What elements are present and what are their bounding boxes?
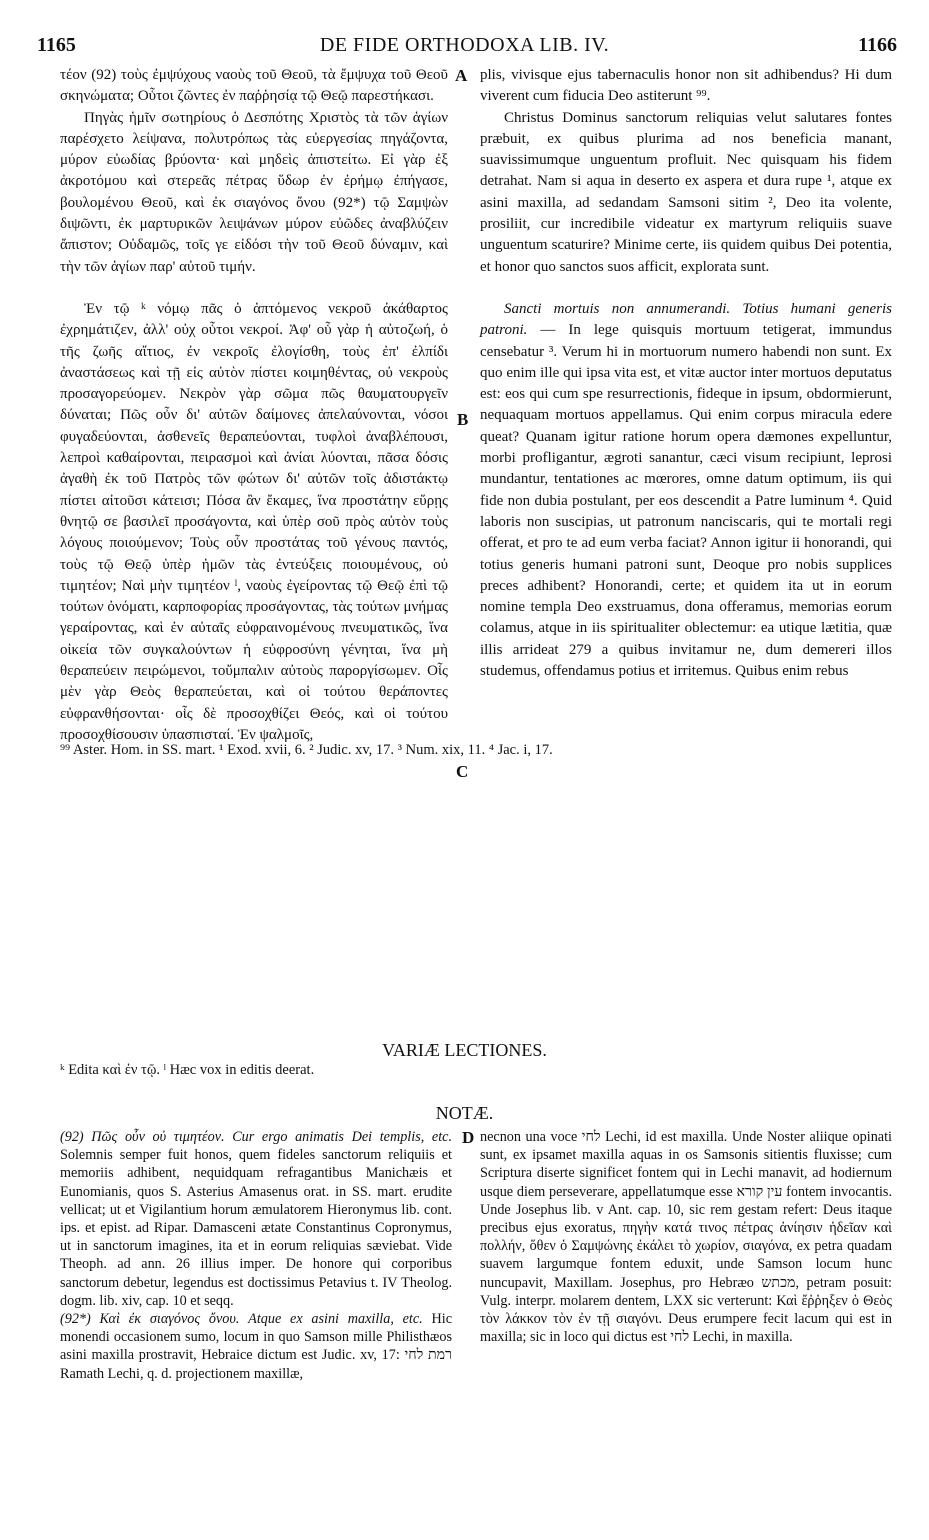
margin-marker-a: A bbox=[455, 66, 468, 85]
greek-paragraph-2: Πηγὰς ἡμῖν σωτηρίους ὁ Δεσπότης Χριστὸς τὰ τῶν ἁγίων παρέσχετο λείψανα, πολυτρόπως τὰς εὐεργεσίας πηγάζοντα, μύρον εὐωδίας βρύοντα· καὶ μηδεὶς ἀπιστείτω. Εἰ γὰρ ἐξ ἀκροτόμου καὶ στερεᾶς πέτρας ὕδωρ ἐν ἐρήμῳ ἐπήγασε, βουλομένου Θεοῦ, καὶ ἐκ σιαγόνος ὄνου (92*) τῷ Σαμψὼν διψῶντι, ἐκ μαρτυρικῶν λειψάνων μύρον εὐῶδες ἀναβλύζειν ἄπιστον; Οὐδαμῶς, τοῖς γε εἰδόσι τὴν τοῦ Θεοῦ δύναμιν, καὶ τὴν τῶν ἁγίων παρ' αὐτοῦ τιμήν. bbox=[60, 109, 448, 275]
note-continuation-text: necnon una voce לחי Lechi, id est maxilla. Unde Noster aliique opinati sunt, ex ipsamet maxilla aquas in os Samsonis sitientis fluxisse; cum Scriptura diserte significet fontem qui in Lechi manavit, ad hodiernum usque diem perseverare, appellatumque esse עין קורא fontem invocantis. Unde Josephus lib. v Ant. cap. 10, sic rem gestam refert: Deus itaque precibus ejus exoratus, πηγὴν κατά τινος πέτρας ἀνίησιν ἡδεῖαν καὶ πολλήν, ὅθεν ὁ Σαμψώνης ἐκάλει τὸ χωρίον, σιαγόνα, ex petra quadam suavem largumque fontem eduxit, unde Samson locum hunc nuncupavit, Maxillam. Josephus, pro Hebræo מכתש, petram posuit: Vulg. interpr. molarem dentem, LXX sic verterunt: Καὶ ἔῤῥηξεν ὁ Θεὸς τὸν λάκκον τὸν ἐν τῇ σιαγόνι. Deus erumpere fecit lacum qui est in maxilla; sic in loco qui dictus est לחי Lechi, in maxilla. bbox=[480, 1129, 892, 1346]
column-number-right: 1166 bbox=[858, 34, 897, 56]
column-number-left: 1165 bbox=[37, 34, 76, 56]
note-92b-lemma: (92*) Καὶ ἐκ σιαγόνος ὄνου. Atque ex asini maxilla, etc. bbox=[60, 1311, 423, 1328]
greek-paragraph-1: τέον (92) τοὺς ἐμψύχους ναοὺς τοῦ Θεοῦ, τὰ ἔμψυχα τοῦ Θεοῦ σκηνώματα; Οὗτοι ζῶντες ἐν παῤῥησίᾳ τῷ Θεῷ παρεστήκασι. bbox=[60, 67, 448, 105]
margin-marker-c: C bbox=[456, 762, 469, 781]
greek-column bbox=[60, 65, 448, 743]
variae-lectiones-text: ᵏ Edita καὶ ἐν τῷ. ˡ Hæc vox in editis deerat. bbox=[60, 1062, 315, 1078]
notes-left-column bbox=[60, 1128, 452, 1483]
scripture-footnotes: ⁹⁹ Aster. Hom. in SS. mart. ¹ Exod. xvii, 6. ² Judic. xv, 17. ³ Num. xix, 11. ⁴ Jac. i, 17. bbox=[60, 742, 553, 758]
latin-paragraph-3: — In lege quisquis mortuum tetigerat, immundus censebatur ³. Verum hi in mortuorum numero habendi non sunt. Ex quo enim ille qui ipsa vita est, et vitæ auctor inter mortuos deputatus est: eos qui cum spe resurrectionis, fideque in ipsum, obdormierunt, nequaquam mortuos appellamus. Qui enim corpus miracula edere queat? Quanam igitur ratione horum opera dæmones expelluntur, morbi profligantur, ægroti sanantur, cæci visum recipiunt, leprosi mundantur, tentationes ac mœrores, omne datum optimum, iis qui fide non dubia postulant, per eos descendit a Patre luminum ⁴. Quid laboris non suscipias, ut patronum nanciscaris, qui te mortali regi offerat, et pro te ad eum verba faciat? Annon igitur ii honorandi, qui totius generis humani patroni sunt, Deoque pro nobis supplices preces adhibent? Honorandi, certe; et quidem ita ut in eorum nomine templa Deo exstruamus, dona offeramus, memorias eorum colamus, atque in iis spiritualiter oblectemur: ea utique lætitia, quæ illis arrideat 279 a quibus invitamur ne, dum demereri illos studemus, offendamus potius et irritemus. Quibus enim rebus bbox=[480, 322, 893, 680]
margin-marker-b: B bbox=[457, 410, 469, 429]
margin-marker-d: D bbox=[462, 1128, 475, 1147]
notae-title: NOTÆ. bbox=[435, 1103, 494, 1123]
running-title: DE FIDE ORTHODOXA LIB. IV. bbox=[319, 34, 610, 56]
notes-right-column bbox=[480, 1128, 892, 1483]
latin-paragraph-1: plis, vivisque ejus tabernaculis honor non sit adhibendus? Hi dum viverent cum fiducia Deo astiterunt ⁹⁹. bbox=[480, 67, 892, 105]
note-92-lemma: (92) Πῶς οὖν οὐ τιμητέον. Cur ergo animatis Dei templis, etc. bbox=[60, 1129, 452, 1145]
note-92-text: Solemnis semper fuit honos, quem fideles sanctorum reliquiis et memoriis adhibent, nequidquam refragantibus Manichæis et Eunomianis, quos S. Asterius Amasenus orat. in SS. mart. erudite vellicat; ut et Vigilantium horum æmulatorem Hieronymus lib. cont. ips. et epist. ad Ripar. Damasceni ætate Constantinus Copronymus, ut in sanctorum imagines, ita et in eorum reliquias sæviebat. Vide Theoph. ad ann. 26 illius imper. De honore qui corporibus sanctorum debetur, legendus est doctissimus Petavius t. IV Theolog. dogm. lib. xiv, cap. 10 et seqq. bbox=[60, 1147, 452, 1309]
variae-lectiones-title: VARIÆ LECTIONES. bbox=[382, 1040, 547, 1060]
latin-column bbox=[480, 65, 892, 720]
latin-section-heading: Sancti mortuis non annumerandi. Totius humani generis patroni. bbox=[480, 300, 892, 339]
greek-paragraph-3: Ἐν τῷ ᵏ νόμῳ πᾶς ὁ ἁπτόμενος νεκροῦ ἀκάθαρτος ἐχρημάτιζεν, ἀλλ' οὐχ οὗτοι νεκροί. Ἀφ' οὗ γὰρ ἡ αὐτοζωή, ὁ τῆς ζωῆς αἴτιος, ἐν νεκροῖς ἐλογίσθη, τοὺς ἐπ' ἐλπίδι ἀναστάσεως καὶ τῇ εἰς αὐτὸν πίστει κοιμηθέντας, οὐ νεκροὺς προσαγορεύομεν. Νεκρὸν γὰρ σῶμα πῶς θαυματουργεῖν δύναται; Πῶς οὖν δι' αὐτῶν δαίμονες ἀπελαύνονται, νόσοι φυγαδεύονται, ἀσθενεῖς θεραπεύονται, τυφλοὶ ἀναβλέπουσι, λεπροὶ καθαίρονται, πειρασμοὶ καὶ ἀνίαι λύονται, πᾶσα δόσις ἀγαθὴ ἐκ τοῦ Πατρὸς τῶν φώτων δι' αὐτῶν τοῖς ἀδιστάκτῳ πίστει αἰτοῦσι κάτεισι; Πόσα ἂν ἔκαμες, ἵνα προστάτην εὕρῃς θνητῷ σε βασιλεῖ προσάγοντα, καὶ ὑπὲρ σοῦ πρὸς αὐτὸν τοὺς λόγους ποιούμενον; Τοὺς οὖν προστάτας τοῦ γένους παντός, τοὺς τῷ Θεῷ ὑπὲρ ἡμῶν τὰς ἐντεύξεις ποιουμένους, οὐ τιμητέον; Ναὶ μὴν τιμητέον ˡ, ναοὺς ἐγείροντας τῷ Θεῷ ἐπὶ τῷ τούτων ὀνόματι, καρποφορίας προσάγοντας, τὰς τούτων μνήμας γεραίροντας, καὶ ἐν αὐταῖς εὐφραινομένους πνευματικῶς, ἵνα οἰκεία τῶν συγκαλούντων ἡ εὐφροσύνη γένηται, ἵνα μὴ θεραπεύειν πειρώμενοι, τοὔμπαλιν αὐτοὺς παροργίσωμεν. Οἷς μὲν γὰρ Θεὸς θεραπεύεται, καὶ οἱ τούτου θεράποντες εὐφρανθήσονται· οἷς δὲ προσοχθίζει Θεός, καὶ οἱ τούτου προσοχθίσουσιν ὑπασπισταί. Ἐν ψαλμοῖς, bbox=[60, 300, 448, 743]
note-92b-text: Hic monendi occasionem sumo, locum in quo Samson mille Philisthæos asini maxilla prostravit, Hebraice dictum est Judic. xv, 17: רמת לחי Ramath Lechi, q. d. projectionem maxillæ, bbox=[60, 1311, 452, 1382]
latin-paragraph-2: Christus Dominus sanctorum reliquias velut salutares fontes præbuit, ex quibus plurima ad nos beneficia manant, suavissimumque unguentum profluit. Nec quisquam his fidem detrahat. Nam si aqua in deserto ex aspera et dura rupe ¹, atque ex asini maxilla, ad sedandam Samsoni sitim ², Deo ita volente, prosiliit, cur incredibile videatur ex martyrum reliquiis suave unguentum scaturire? Minime certe, iis quidem quibus Dei potentia, et honor quo sanctos suos afficit, explorata sunt. bbox=[480, 109, 892, 275]
running-header bbox=[0, 34, 929, 64]
